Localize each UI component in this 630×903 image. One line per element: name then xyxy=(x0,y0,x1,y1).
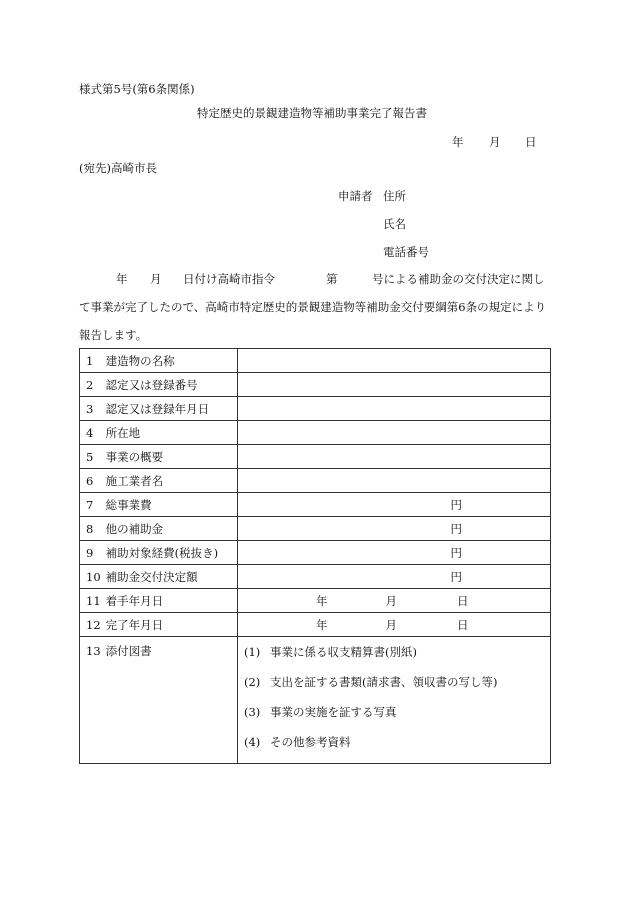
item-label-cell xyxy=(80,589,238,613)
item-label-cell xyxy=(80,397,238,421)
year-label: 年 xyxy=(316,593,328,608)
item-value-cell[interactable] xyxy=(238,493,551,517)
yen-unit: 円 xyxy=(450,497,462,512)
attachment-number: (2) xyxy=(244,675,261,689)
attachments-row xyxy=(80,637,551,764)
item-label: 事業の概要 xyxy=(105,449,164,464)
item-number: 11 xyxy=(86,593,101,608)
table-row xyxy=(80,541,551,565)
item-label-cell xyxy=(80,373,238,397)
item-value-cell[interactable] xyxy=(238,613,551,637)
body-year: 年 xyxy=(116,272,128,286)
date-month-label: 月 xyxy=(489,135,501,149)
item-label: 他の補助金 xyxy=(105,521,164,536)
yen-unit: 円 xyxy=(450,569,462,584)
item-value-cell[interactable] xyxy=(238,397,551,421)
table-row xyxy=(80,493,551,517)
attachment-text: 支出を証する書類(請求書、領収書の写し等) xyxy=(270,675,498,689)
addressee: (宛先)高崎市長 xyxy=(79,161,157,175)
item-number: 13 xyxy=(86,644,101,658)
table-row xyxy=(80,613,551,637)
table-row xyxy=(80,397,551,421)
item-number: 12 xyxy=(86,617,101,632)
item-label: 認定又は登録年月日 xyxy=(105,401,210,416)
item-label-cell xyxy=(80,445,238,469)
table-row xyxy=(80,589,551,613)
day-label: 日 xyxy=(457,593,469,608)
item-label: 完了年月日 xyxy=(105,617,164,632)
item-number: 6 xyxy=(86,473,94,488)
item-label: 着手年月日 xyxy=(105,593,164,608)
table-row xyxy=(80,421,551,445)
item-number: 1 xyxy=(86,353,94,368)
attachment-item xyxy=(244,673,550,703)
attachment-item xyxy=(244,733,550,763)
table-row xyxy=(80,349,551,373)
document-title: 特定歴史的景観建造物等補助事業完了報告書 xyxy=(197,106,427,120)
body-line1-rest: 号による補助金の交付決定に関し xyxy=(372,272,545,286)
month-label: 月 xyxy=(385,593,397,608)
table-row xyxy=(80,373,551,397)
date-year-label: 年 xyxy=(452,135,464,149)
item-value-cell[interactable] xyxy=(238,517,551,541)
attachment-list xyxy=(238,637,551,764)
item-label-cell xyxy=(80,637,238,764)
body-dai: 第 xyxy=(326,272,338,286)
applicant-address-label: 住所 xyxy=(383,189,406,203)
item-value-cell[interactable] xyxy=(238,565,551,589)
attachment-number: (3) xyxy=(244,705,261,719)
attachment-number: (4) xyxy=(244,735,261,749)
day-label: 日 xyxy=(457,617,469,632)
table-row xyxy=(80,517,551,541)
item-number: 8 xyxy=(86,521,94,536)
item-label-cell xyxy=(80,565,238,589)
body-line3: 報告します。 xyxy=(79,328,148,342)
date-day-label: 日 xyxy=(525,135,537,149)
body-date-reference: 日付け高崎市指令 xyxy=(183,272,275,286)
item-label: 建造物の名称 xyxy=(105,353,175,368)
item-number: 2 xyxy=(86,377,94,392)
item-label-cell xyxy=(80,613,238,637)
month-label: 月 xyxy=(385,617,397,632)
yen-unit: 円 xyxy=(450,545,462,560)
item-value-cell[interactable] xyxy=(238,349,551,373)
table-row xyxy=(80,565,551,589)
item-label: 添付図書 xyxy=(105,644,152,658)
attachment-number: (1) xyxy=(244,645,261,659)
item-label-cell xyxy=(80,421,238,445)
applicant-label: 申請者 xyxy=(338,189,373,203)
item-label: 所在地 xyxy=(105,425,141,440)
applicant-phone-label: 電話番号 xyxy=(383,245,429,259)
table-row xyxy=(80,469,551,493)
item-number: 9 xyxy=(86,545,94,560)
item-number: 3 xyxy=(86,401,94,416)
year-label: 年 xyxy=(316,617,328,632)
form-number: 様式第5号(第6条関係) xyxy=(79,82,195,96)
body-line2: て事業が完了したので、高崎市特定歴史的景観建造物等補助金交付要綱第6条の規定により xyxy=(79,300,547,314)
item-value-cell[interactable] xyxy=(238,421,551,445)
item-value-cell[interactable] xyxy=(238,373,551,397)
item-value-cell[interactable] xyxy=(238,469,551,493)
item-number: 10 xyxy=(86,569,101,584)
item-label: 補助金交付決定額 xyxy=(105,569,198,584)
yen-unit: 円 xyxy=(450,521,462,536)
item-label: 総事業費 xyxy=(105,497,152,512)
report-table xyxy=(79,348,551,764)
item-label-cell xyxy=(80,517,238,541)
attachment-item xyxy=(244,703,550,733)
attachment-text: その他参考資料 xyxy=(270,735,351,749)
item-label: 施工業者名 xyxy=(105,473,164,488)
attachment-text: 事業に係る収支精算書(別紙) xyxy=(270,645,417,659)
item-label-cell xyxy=(80,541,238,565)
item-value-cell[interactable] xyxy=(238,541,551,565)
attachment-item xyxy=(244,643,550,673)
item-number: 4 xyxy=(86,425,94,440)
item-label-cell xyxy=(80,493,238,517)
item-number: 7 xyxy=(86,497,94,512)
item-value-cell[interactable] xyxy=(238,589,551,613)
applicant-name-label: 氏名 xyxy=(383,217,406,231)
item-label: 認定又は登録番号 xyxy=(105,377,198,392)
item-label-cell xyxy=(80,469,238,493)
body-month: 月 xyxy=(150,272,162,286)
table-row xyxy=(80,445,551,469)
item-value-cell[interactable] xyxy=(238,445,551,469)
item-label-cell xyxy=(80,349,238,373)
attachment-text: 事業の実施を証する写真 xyxy=(270,705,397,719)
item-number: 5 xyxy=(86,449,94,464)
item-label: 補助対象経費(税抜き) xyxy=(105,545,219,560)
